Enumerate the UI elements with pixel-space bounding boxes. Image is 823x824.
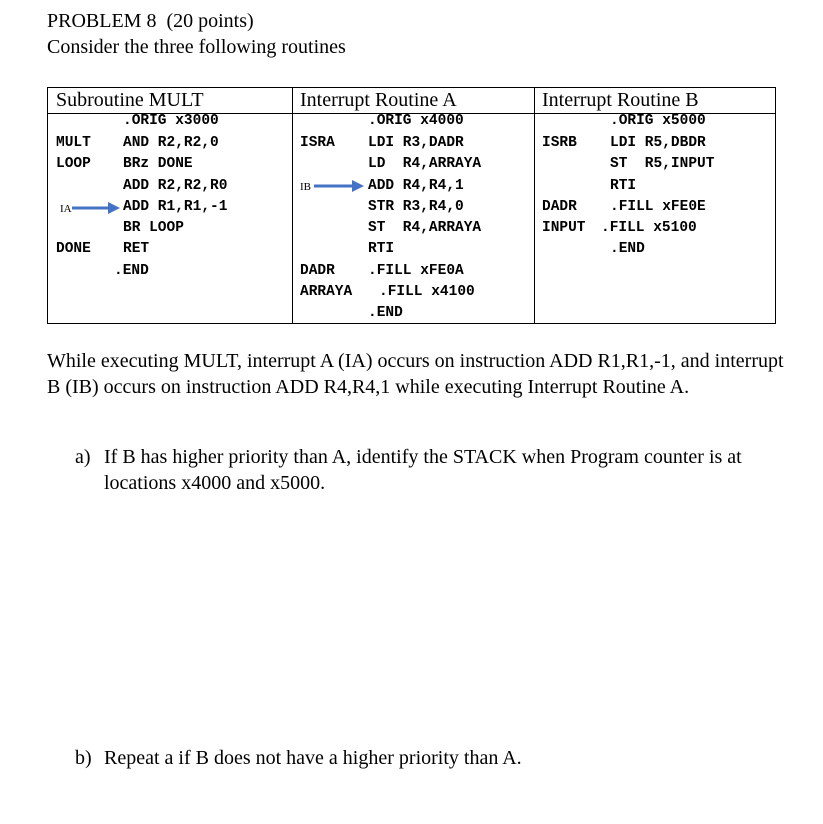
col3-code: LDI R5,DBDR — [610, 135, 706, 151]
col3-code: ST R5,INPUT — [610, 156, 715, 172]
col3-label: ISRB — [542, 135, 577, 151]
problem-title: PROBLEM 8 (20 points) — [47, 10, 254, 32]
col3-end: .END — [610, 241, 645, 257]
col3-fill-code: .FILL x5100 — [601, 220, 697, 236]
col1-heading: Subroutine MULT — [56, 89, 204, 111]
ia-arrow-icon — [72, 198, 122, 218]
col3-fill-code: .FILL xFE0E — [610, 199, 706, 215]
col2-fill-label: ARRAYA — [300, 284, 353, 300]
question-b-text: Repeat a if B does not have a higher priority than A. — [104, 747, 522, 769]
col3-orig: .ORIG x5000 — [610, 113, 706, 129]
col2-orig: .ORIG x4000 — [368, 113, 464, 129]
column-divider — [292, 88, 293, 323]
question-a-text: If B has higher priority than A, identify the STACK when Program counter is at locations x4000 and x5000. — [104, 446, 742, 494]
problem-paragraph: While executing MULT, interrupt A (IA) occurs on instruction ADD R1,R1,-1, and interrupt B (IB) occurs on instruction ADD R4,R4,1 while executing Interrupt Routine A. — [47, 350, 784, 398]
col2-fill-code: .FILL xFE0A — [368, 263, 464, 279]
col1-code: ADD R2,R2,R0 — [123, 178, 228, 194]
col2-code: LDI R3,DADR — [368, 135, 464, 151]
col3-code: RTI — [610, 178, 637, 194]
col2-end: .END — [368, 305, 403, 321]
ib-arrow-label: IB — [300, 181, 311, 193]
col1-label: LOOP — [56, 156, 91, 172]
col1-code: BR LOOP — [123, 220, 184, 236]
column-divider — [534, 88, 535, 323]
col1-orig: .ORIG x3000 — [123, 113, 219, 129]
routines-table — [47, 87, 776, 324]
col2-code: LD R4,ARRAYA — [368, 156, 482, 172]
problem-intro: Consider the three following routines — [47, 36, 346, 58]
col2-fill-code: .FILL x4100 — [379, 284, 475, 300]
col3-heading: Interrupt Routine B — [542, 89, 699, 111]
question-a-label: a) — [75, 446, 91, 468]
col2-code: ADD R4,R4,1 — [368, 178, 464, 194]
question-b-label: b) — [75, 747, 92, 769]
col1-code: BRz DONE — [123, 156, 193, 172]
col3-fill-label: INPUT — [542, 220, 586, 236]
col2-code: ST R4,ARRAYA — [368, 220, 482, 236]
col1-label: MULT — [56, 135, 91, 151]
col1-end: .END — [114, 263, 149, 279]
col1-code: AND R2,R2,0 — [123, 135, 219, 151]
col2-code: RTI — [368, 241, 395, 257]
col1-label: DONE — [56, 241, 91, 257]
col1-code: ADD R1,R1,-1 — [123, 199, 228, 215]
ia-arrow-label: IA — [60, 203, 72, 215]
col1-code: RET — [123, 241, 150, 257]
ib-arrow-icon — [314, 176, 366, 196]
col2-fill-label: DADR — [300, 263, 335, 279]
col2-heading: Interrupt Routine A — [300, 89, 457, 111]
col3-fill-label: DADR — [542, 199, 577, 215]
col2-label: ISRA — [300, 135, 335, 151]
col2-code: STR R3,R4,0 — [368, 199, 464, 215]
